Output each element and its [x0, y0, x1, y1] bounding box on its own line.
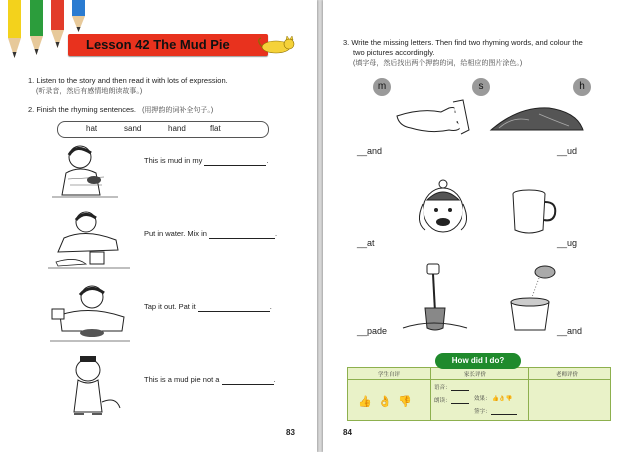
- fill-word[interactable]: __and: [557, 326, 583, 336]
- eval-col-parent: 家长评价: [464, 372, 487, 378]
- sentence-text: This is a mud pie not a: [144, 375, 220, 384]
- fill-word[interactable]: __ug: [557, 238, 578, 248]
- child-patting-mud-illustration: [46, 283, 136, 345]
- left-page: [0, 0, 317, 452]
- parent-signature-blank[interactable]: [491, 409, 517, 415]
- page-number: 83: [286, 428, 295, 437]
- q2-instruction-text: 2. Finish the rhyming sentences.: [28, 105, 136, 114]
- right-page: [323, 0, 640, 452]
- sand-bucket-picture[interactable]: [505, 264, 565, 334]
- parent-sign-label: 签字：: [474, 407, 517, 415]
- letter-circle: s: [472, 78, 490, 96]
- answer-blank[interactable]: [209, 230, 275, 239]
- fill-word[interactable]: __and: [357, 146, 383, 156]
- effect-icons[interactable]: 👍👌👎: [492, 396, 513, 402]
- q2-instruction-cn: (用押韵的词补全句子。): [142, 107, 214, 114]
- sentence-row: Put in water. Mix in .: [144, 229, 278, 238]
- eval-divider: [430, 368, 431, 420]
- lesson-title-banner: [68, 34, 268, 56]
- mud-picture[interactable]: [489, 102, 585, 138]
- sentence-text: This is mud in my: [144, 156, 203, 165]
- q1-instruction: 1. Listen to the story and then read it with lots of expression.: [28, 76, 228, 85]
- page-number: 84: [343, 428, 352, 437]
- self-evaluation-box: [347, 367, 611, 421]
- thumbs-ok-icon[interactable]: 👌: [378, 396, 392, 408]
- lesson-title: Lesson 42 The Mud Pie: [86, 37, 230, 52]
- parent-rating-blank[interactable]: [451, 398, 469, 404]
- answer-blank[interactable]: [204, 157, 266, 166]
- child-mixing-mud-illustration: [46, 210, 136, 270]
- sentence-text: Tap it out. Pat it: [144, 302, 196, 311]
- q1-instruction-cn: (听录音，然后有感情地朗读故事。): [36, 88, 143, 95]
- spade-picture[interactable]: [403, 262, 473, 332]
- q3-instruction-line1: 3. Write the missing letters. Then find two rhyming words, and colour the: [343, 38, 583, 47]
- sentence-row: Tap it out. Pat it .: [144, 302, 272, 311]
- q2-instruction: [28, 105, 213, 116]
- fill-word[interactable]: __pade: [357, 326, 388, 336]
- eval-col-teacher: 老师评价: [556, 372, 579, 378]
- thumbs-down-icon[interactable]: 👎: [398, 396, 412, 408]
- word-bank-word: hat: [86, 124, 98, 133]
- eval-title-pill: How did I do?: [435, 353, 521, 369]
- sentence-text: Put in water. Mix in: [144, 229, 207, 238]
- eval-col-student: 学生自评: [378, 372, 401, 378]
- fill-word[interactable]: __ud: [557, 146, 578, 156]
- word-bank-word: flat: [210, 124, 221, 133]
- word-bank: [57, 121, 269, 138]
- dog-hat-picture[interactable]: [413, 176, 473, 240]
- letter-circle: h: [573, 78, 591, 96]
- answer-blank[interactable]: [222, 376, 274, 385]
- sentence-row: This is mud in my .: [144, 156, 269, 165]
- q3-instruction-cn: (填字母，然后找出两个押韵的词，给相应的图片涂色。): [353, 60, 523, 67]
- thumbs-up-icon[interactable]: 👍: [358, 396, 372, 408]
- mug-picture[interactable]: [509, 188, 559, 238]
- answer-blank[interactable]: [198, 303, 270, 312]
- hand-picture[interactable]: [391, 100, 471, 140]
- letter-circle: m: [373, 78, 391, 96]
- fill-word[interactable]: __at: [357, 238, 375, 248]
- parent-reading-label: 朗读：: [434, 396, 469, 404]
- dog-illustration: [58, 352, 128, 422]
- sentence-row: This is a mud pie not a .: [144, 375, 276, 384]
- parent-effect-label: 效果： 👍👌👎: [474, 396, 513, 402]
- child-holding-mud-illustration: [48, 143, 128, 203]
- word-bank-word: sand: [124, 124, 142, 133]
- parent-pronunciation-label: 语音：: [434, 383, 469, 391]
- q3-instruction: [343, 38, 633, 58]
- eval-divider: [528, 368, 529, 420]
- parent-rating-blank[interactable]: [451, 385, 469, 391]
- q3-instruction-line2: two pictures accordingly.: [353, 48, 435, 57]
- cat-icon: [256, 36, 296, 56]
- word-bank-word: hand: [168, 124, 186, 133]
